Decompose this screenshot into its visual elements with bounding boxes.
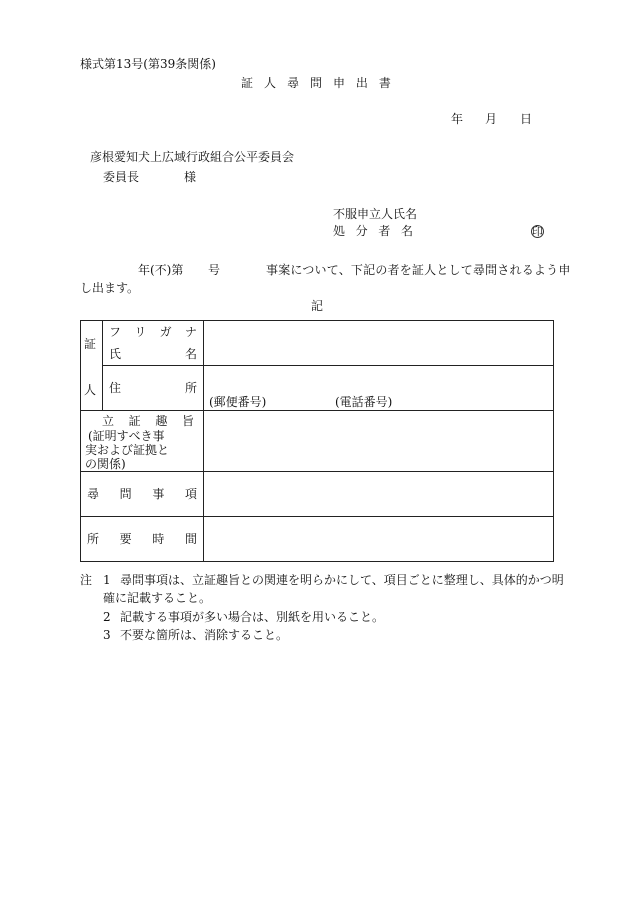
table-row	[81, 472, 554, 517]
address-char: 住	[109, 381, 122, 395]
address-label	[109, 381, 197, 395]
time-char: 要	[119, 532, 132, 546]
questions-label	[87, 487, 197, 501]
furigana-char: フ	[109, 325, 122, 339]
furigana-char: ガ	[159, 325, 172, 339]
purpose-value-cell[interactable]	[204, 411, 554, 472]
time-char: 間	[184, 532, 197, 546]
time-char: 所	[87, 532, 100, 546]
title-char: 申	[332, 76, 345, 90]
title-char: 証	[241, 76, 254, 90]
table-row	[81, 517, 554, 562]
body-text-line2: し出ます。	[80, 281, 140, 295]
applicant-label: 不服申立人氏名	[333, 207, 418, 221]
name-value-cell[interactable]	[204, 321, 554, 366]
questions-char: 項	[184, 487, 197, 501]
purpose-label-cell	[81, 411, 204, 472]
purpose-char: 立	[102, 414, 115, 428]
note-number: 3	[103, 628, 111, 642]
witness-char: 証	[84, 337, 97, 351]
purpose-sub-line: 実および証拠と	[85, 443, 170, 457]
purpose-sub-line: の関係)	[85, 457, 126, 471]
purpose-char: 証	[128, 414, 141, 428]
witness-char: 人	[84, 383, 97, 397]
title-char: 問	[309, 76, 322, 90]
purpose-sub-line: (証明すべき事	[88, 429, 165, 443]
furigana-char: リ	[134, 325, 147, 339]
respondent-char: 者	[378, 224, 391, 238]
table-row	[81, 366, 554, 411]
document-title	[241, 76, 391, 90]
questions-char: 問	[119, 487, 132, 501]
postal-code-label: (郵便番号)	[209, 395, 267, 409]
questions-char: 尋	[87, 487, 100, 501]
address-char: 所	[184, 381, 197, 395]
body-text-line1: 事案について、下記の者を証人として尋問されるよう申	[266, 263, 571, 277]
case-year: 年(不)第	[138, 263, 184, 277]
time-value-cell[interactable]	[204, 517, 554, 562]
questions-char: 事	[152, 487, 165, 501]
purpose-title	[102, 414, 194, 428]
purpose-char: 趣	[155, 414, 168, 428]
note-text-continued: 確に記載すること。	[103, 591, 212, 605]
witness-header-cell	[81, 321, 103, 411]
seal-mark: 印	[532, 225, 543, 238]
note-text: 不要な箇所は、消除すること。	[120, 628, 289, 642]
addressee-org: 彦根愛知犬上広域行政組合公平委員会	[90, 150, 295, 164]
date-month: 月	[485, 112, 498, 126]
addressee-honorific: 様	[184, 170, 197, 184]
name-char: 氏	[109, 347, 122, 361]
time-label-cell	[81, 517, 204, 562]
respondent-label	[333, 224, 413, 238]
name-char: 名	[184, 347, 197, 361]
date-year: 年	[451, 112, 464, 126]
note-text: 記載する事項が多い場合は、別紙を用いること。	[120, 610, 385, 624]
name-label	[109, 347, 197, 361]
table-row	[81, 321, 554, 366]
respondent-char: 処	[333, 224, 346, 238]
title-char: 人	[263, 76, 276, 90]
furigana-label	[109, 325, 197, 339]
title-char: 尋	[286, 76, 299, 90]
purpose-char: 旨	[181, 414, 194, 428]
time-label	[87, 532, 197, 546]
questions-value-cell[interactable]	[204, 472, 554, 517]
title-char: 書	[378, 76, 391, 90]
respondent-char: 分	[355, 224, 368, 238]
addressee-role: 委員長	[103, 170, 140, 184]
table-row	[81, 411, 554, 472]
note-number: 1	[103, 573, 111, 587]
respondent-char: 名	[400, 224, 413, 238]
witness-table	[80, 320, 554, 562]
questions-label-cell	[81, 472, 204, 517]
form-number: 様式第13号(第39条関係)	[80, 57, 216, 71]
ki-heading: 記	[311, 299, 324, 313]
title-char: 出	[355, 76, 368, 90]
address-label-cell	[103, 366, 204, 411]
address-value-cell[interactable]	[204, 366, 554, 411]
furigana-name-label-cell	[103, 321, 204, 366]
notes-prefix: 注	[80, 573, 93, 587]
date-day: 日	[520, 112, 533, 126]
case-number-suffix: 号	[208, 263, 221, 277]
phone-number-label: (電話番号)	[335, 395, 393, 409]
time-char: 時	[152, 532, 165, 546]
note-number: 2	[103, 610, 111, 624]
note-text: 尋問事項は、立証趣旨との関連を明らかにして、項目ごとに整理し、具体的かつ明	[120, 573, 564, 587]
furigana-char: ナ	[184, 325, 197, 339]
